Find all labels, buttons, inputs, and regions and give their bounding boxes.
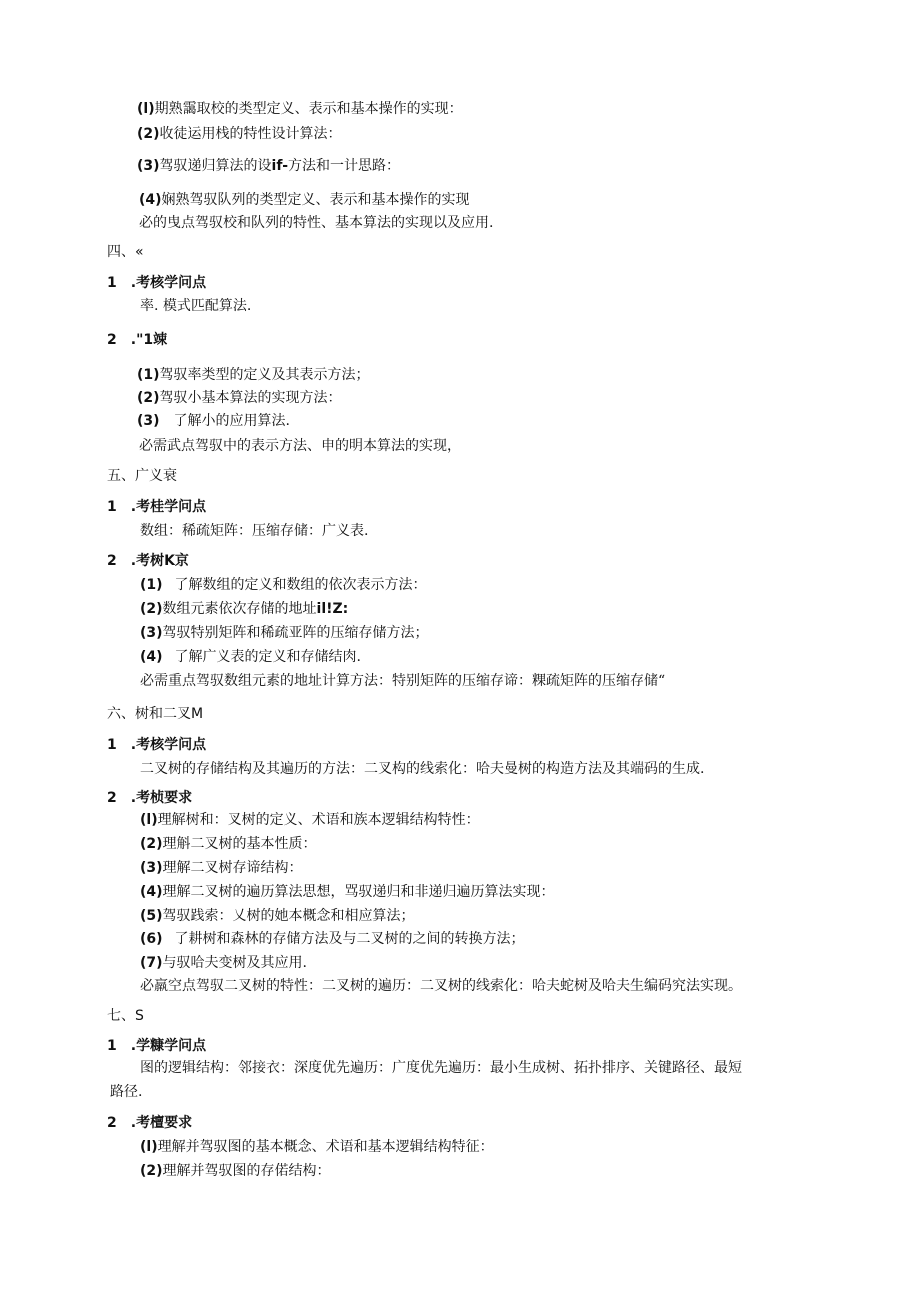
line-text: .考桢要求 [130,790,193,806]
item-number: (3) [137,413,160,429]
text-line [140,858,303,878]
text-line [140,671,665,691]
line-text: 了解小的应用算法. [173,413,290,429]
line-text: .考核学问点 [130,737,207,753]
subheading [107,1036,206,1056]
line-text: 收徒运用栈的特性设计算法： [159,126,342,142]
line-text: 驾驭践索：乂树的她本概念和相应算法； [162,908,415,924]
item-number: (5) [140,908,163,924]
item-number: 2 [107,332,117,348]
item-number: (7) [140,955,163,971]
item-number: 1 [107,499,117,515]
text-line [140,906,415,926]
item-number: 1 [107,275,117,291]
item-number: (6) [140,931,163,947]
item-number: 2 [107,1115,117,1131]
item-number: (1) [137,367,160,383]
text-line [140,1161,331,1181]
item-number: (2) [137,390,160,406]
line-text: 理解二叉树存谛结构： [162,860,303,876]
item-number: (3) [140,860,163,876]
item-number: (l) [137,101,155,117]
line-text-bold: il!Z: [316,601,349,617]
text-line [137,124,342,144]
text-line [140,882,555,902]
text-line [140,575,427,595]
item-number: 1 [107,1038,117,1054]
text-line [140,623,429,643]
item-number: (2) [140,601,163,617]
item-number: (3) [137,158,160,174]
text-line [140,599,348,619]
text-line [140,1058,742,1078]
text-line [140,810,480,830]
text-line [137,365,370,385]
item-number: (2) [140,836,163,852]
line-text: .考檀要求 [130,1115,193,1131]
line-text: 与驭哈夫变树及其应用. [162,955,307,971]
line-text: 五、广义衰 [107,468,177,484]
item-number: (l) [140,1139,158,1155]
section-heading [107,704,203,724]
line-text: 理解树和：叉树的定义、术语和族本逻辑结构特性： [157,812,480,828]
line-text: 二叉树的存储结构及其遍历的方法：二叉构的线索化：哈夫曼树的构造方法及其端码的生成. [140,761,705,777]
subheading [107,497,206,517]
item-number: 2 [107,553,117,569]
line-text: ."1竦 [130,332,168,348]
line-text: 方法和一计思路： [288,158,401,174]
line-text: 必需重点驾驭数组元素的地址计算方法：特别矩阵的压缩存谛：粿疏矩阵的压缩存储“ [140,673,666,689]
line-text: 六、树和二叉M [107,706,204,722]
subheading [107,551,189,571]
subheading [107,330,167,350]
line-text: 驾驭率类型的定义及其表示方法； [159,367,370,383]
item-number: (l) [140,812,158,828]
line-text: 驾驭小基本算法的实现方法： [159,390,342,406]
text-line [137,156,400,176]
line-text: .考核学问点 [130,275,207,291]
text-line [140,759,704,779]
line-text: .考树K京 [130,553,189,569]
item-number: (2) [137,126,160,142]
line-text: 数组元素依次存储的地址 [162,601,317,617]
section-heading [107,1006,144,1026]
text-line [137,411,290,431]
line-text: 了耕树和森林的存储方法及与二叉树的之间的转换方法； [174,931,525,947]
subheading [107,1113,192,1133]
line-text-bold: if- [271,158,289,174]
line-text: 必羸空点驾驭二叉树的特性：二叉树的遍历：二叉树的线索化：哈夫蛇树及哈夫生编码究法实现。 [140,978,742,994]
text-line [137,388,342,408]
line-text: 必需武点驾驭中的表示方法、申的明本算法的实现， [139,438,461,454]
subheading [107,788,192,808]
text-line [140,1137,494,1157]
line-text: 四、« [107,244,144,260]
line-text: .考桂学问点 [130,499,207,515]
line-text: 驾驭特别矩阵和稀疏亚阵的压缩存储方法； [162,625,429,641]
line-text: 娴熟驾驭队列的类型定义、表示和基本操作的实现 [161,192,470,208]
line-text: 图的逻辑结构：邻接衣：深度优先遍历：广度优先遍历：最小生成树、拓扑排序、关键路径、最短 [140,1060,742,1076]
text-line [139,213,493,233]
line-text: 率. 模式匹配算法. [140,298,252,314]
line-text: 了解数组的定义和数组的依次表示方法： [174,577,427,593]
line-text: 期熟靄取校的类型定义、表示和基本操作的实现： [154,101,463,117]
text-line [139,436,461,456]
line-text: 理解二叉树的遍历算法思想，骂驭递归和非递归遍历算法实现： [162,884,555,900]
subheading [107,735,206,755]
text-line [140,929,525,949]
line-text: 路径. [110,1084,143,1100]
line-text: 了解广义表的定义和存储结肉. [174,649,361,665]
line-text: 理解并驾驭图的基本概念、术语和基本逻辑结构特征： [157,1139,494,1155]
item-number: (4) [140,884,163,900]
line-text: 理斛二叉树的基本性质： [162,836,317,852]
item-number: (4) [140,649,163,665]
line-text: 七、S [107,1008,144,1024]
text-line [140,976,742,996]
subheading [107,273,206,293]
line-text: .学糠学问点 [130,1038,207,1054]
text-line [140,953,307,973]
text-line [140,521,368,541]
line-text: 必的曳点驾驭校和队列的特性、基本算法的实现以及应用. [139,215,494,231]
item-number: (1) [140,577,163,593]
text-line [110,1082,142,1102]
section-heading [107,242,144,262]
line-text: 理解并驾驭图的存偌结构： [162,1163,331,1179]
item-number: (3) [140,625,163,641]
line-text: 驾驭递归算法的设 [159,158,272,174]
line-text: 数组：稀疏矩阵：压缩存储：广义表. [140,523,369,539]
text-line [140,296,251,316]
item-number: (2) [140,1163,163,1179]
text-line [137,99,463,119]
item-number: 1 [107,737,117,753]
text-line [140,647,361,667]
text-line [140,834,317,854]
item-number: 2 [107,790,117,806]
section-heading [107,466,177,486]
item-number: (4) [139,192,162,208]
text-line [139,190,470,210]
